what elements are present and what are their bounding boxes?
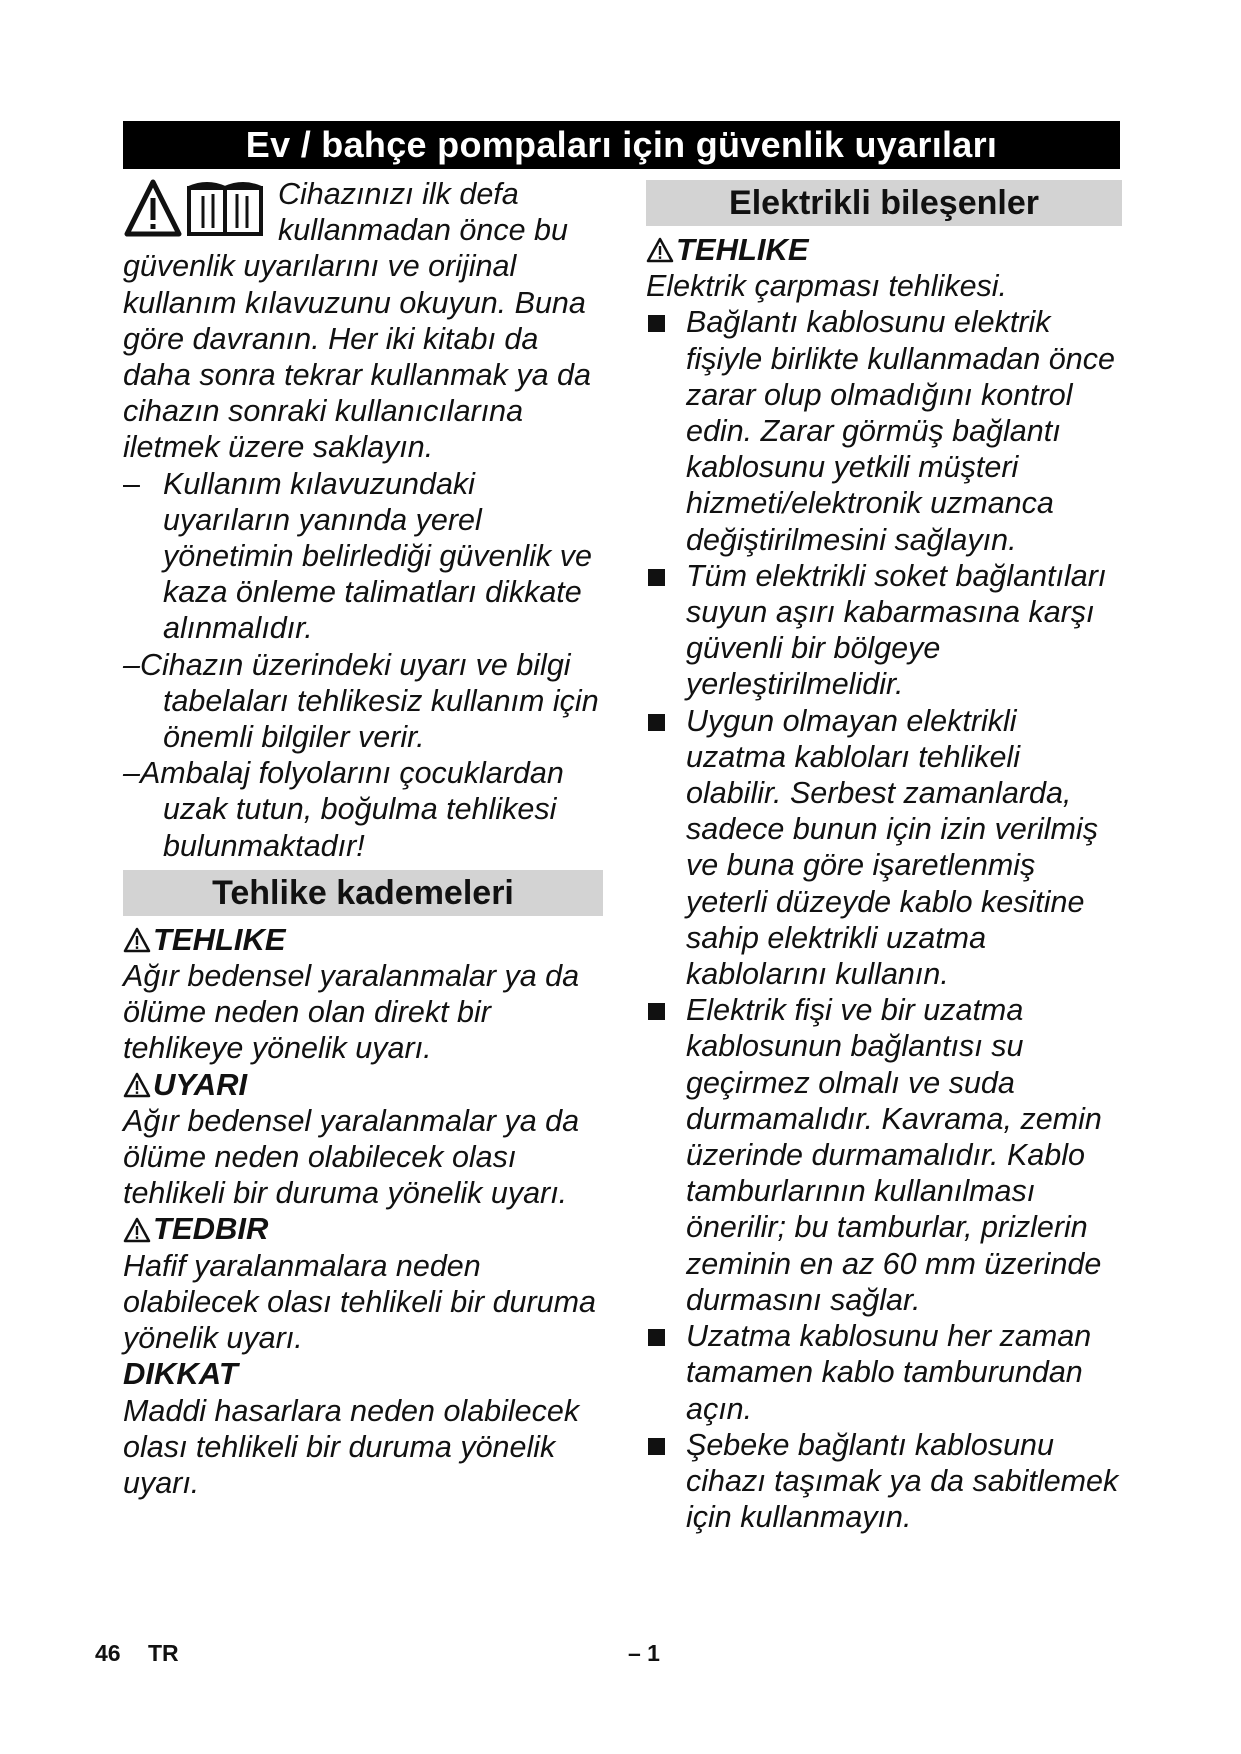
- bullet-item: [646, 1318, 1122, 1427]
- square-bullet-icon: [648, 569, 665, 586]
- dash-item-text: Kullanım kılavuzundaki uyarıların yanında yerel yönetimin belirlediği güvenlik ve kaza önleme talimatları dikkate alınmalıdır.: [163, 466, 592, 646]
- bullet-item: [646, 304, 1122, 557]
- intro-line-1: Cihazınızı ilk defa: [278, 177, 519, 211]
- warning-icon: [123, 1072, 151, 1098]
- level-label: UYARI: [153, 1066, 248, 1102]
- bullet-text: Uzatma kablosunu her zaman tamamen kablo tamburundan açın.: [686, 1319, 1092, 1426]
- footer-language: TR: [148, 1640, 179, 1666]
- square-bullet-icon: [648, 1329, 665, 1346]
- right-column: [646, 180, 1122, 1535]
- danger-level: [123, 1067, 603, 1212]
- level-text: Ağır bedensel yaralanmalar ya da ölüme neden olabilecek olası tehlikeli bir duruma yönelik uyarı.: [123, 1103, 580, 1211]
- level-label: TEHLIKE: [153, 921, 286, 957]
- dash-list-item: [123, 466, 603, 647]
- bullet-item: [646, 992, 1122, 1318]
- bullet-item: [646, 1427, 1122, 1536]
- level-text: Ağır bedensel yaralanmalar ya da ölüme neden olan direkt bir tehlikeye yönelik uyarı.: [123, 959, 580, 1066]
- bullet-text: Tüm elektrikli soket bağlantıları suyun aşırı kabarmasına karşı güvenli bir bölgeye yerleştirilmelidir.: [686, 558, 1107, 702]
- level-label: TEDBIR: [153, 1211, 269, 1247]
- level-text: Hafif yaralanmalara neden olabilecek olası tehlikeli bir duruma yönelik uyarı.: [123, 1248, 596, 1356]
- intro-paragraph: [123, 176, 603, 466]
- notice-label: DIKKAT: [123, 1356, 238, 1392]
- warning-icon: [123, 1217, 151, 1243]
- bullet-item: [646, 703, 1122, 993]
- footer-center: – 1: [628, 1640, 660, 1666]
- section-heading-danger-levels: Tehlike kademeleri: [123, 870, 603, 916]
- bullet-text: Şebeke bağlantı kablosunu cihazı taşımak ya da sabitlemek için kullanmayın.: [686, 1427, 1119, 1535]
- warning-manual-icon: [123, 178, 265, 240]
- dash-marker: –: [123, 466, 140, 501]
- intro-text: güvenlik uyarılarını ve orijinal kullanım kılavuzunu okuyun. Buna göre davranın. Her iki kitabı da daha sonra tekrar kullanmak ya da cihazın sonraki kullanıcılarına iletmek üzere saklayın.: [123, 249, 591, 465]
- dash-list-item: –Cihazın üzerindeki uyarı ve bilgi tabelaları tehlikesiz kullanım için önemli bilgiler verir.: [123, 647, 599, 755]
- danger-text: Elektrik çarpması tehlikesi.: [646, 269, 1008, 304]
- section-heading-electrical: Elektrikli bileşenler: [646, 180, 1122, 226]
- danger-label: TEHLIKE: [676, 232, 809, 267]
- bullet-text: Elektrik fişi ve bir uzatma kablosunun bağlantısı su geçirmez olmalı ve suda durmamalıdır. Kavrama, zemin üzerinde durmamalıdır. Kablo tamburlarının kullanılması önerilir; bu tamburlar, prizlerin zeminin en az 60 mm üzerinde durmasını sağlar.: [686, 993, 1102, 1317]
- warning-icon: [646, 237, 674, 263]
- notice-level: [123, 1356, 603, 1501]
- bullet-text: Bağlantı kablosunu elektrik fişiyle birlikte kullanmadan önce zarar olup olmadığını kontrol edin. Zarar görmüş bağlantı kablosunu yetkili müşteri hizmeti/elektronik uzmanca değiştirilmesini sağlayın.: [686, 305, 1115, 557]
- square-bullet-icon: [648, 315, 665, 332]
- warning-icon: [123, 927, 151, 953]
- notice-text: Maddi hasarlara neden olabilecek olası tehlikeli bir duruma yönelik uyarı.: [123, 1393, 580, 1500]
- danger-level: [123, 922, 603, 1067]
- intro-line-2: kullanmadan önce bu: [278, 213, 568, 248]
- square-bullet-icon: [648, 1438, 665, 1455]
- bullet-text: Uygun olmayan elektrikli uzatma kabloları tehlikeli olabilir. Serbest zamanlarda, sadece bunun için izin verilmiş ve buna göre işaretlenmiş yeterli düzeyde kablo kesitine sahip elektrikli uzatma kablolarını kullanın.: [686, 703, 1098, 992]
- square-bullet-icon: [648, 714, 665, 731]
- square-bullet-icon: [648, 1003, 665, 1020]
- danger-level: [123, 1211, 603, 1356]
- footer-page-number: 46: [95, 1640, 121, 1666]
- page-title: Ev / bahçe pompaları için güvenlik uyarıları: [123, 121, 1120, 169]
- left-column: [123, 176, 603, 1501]
- bullet-item: [646, 558, 1122, 703]
- dash-list-item: –Ambalaj folyolarını çocuklardan uzak tutun, boğulma tehlikesi bulunmaktadır!: [123, 756, 564, 863]
